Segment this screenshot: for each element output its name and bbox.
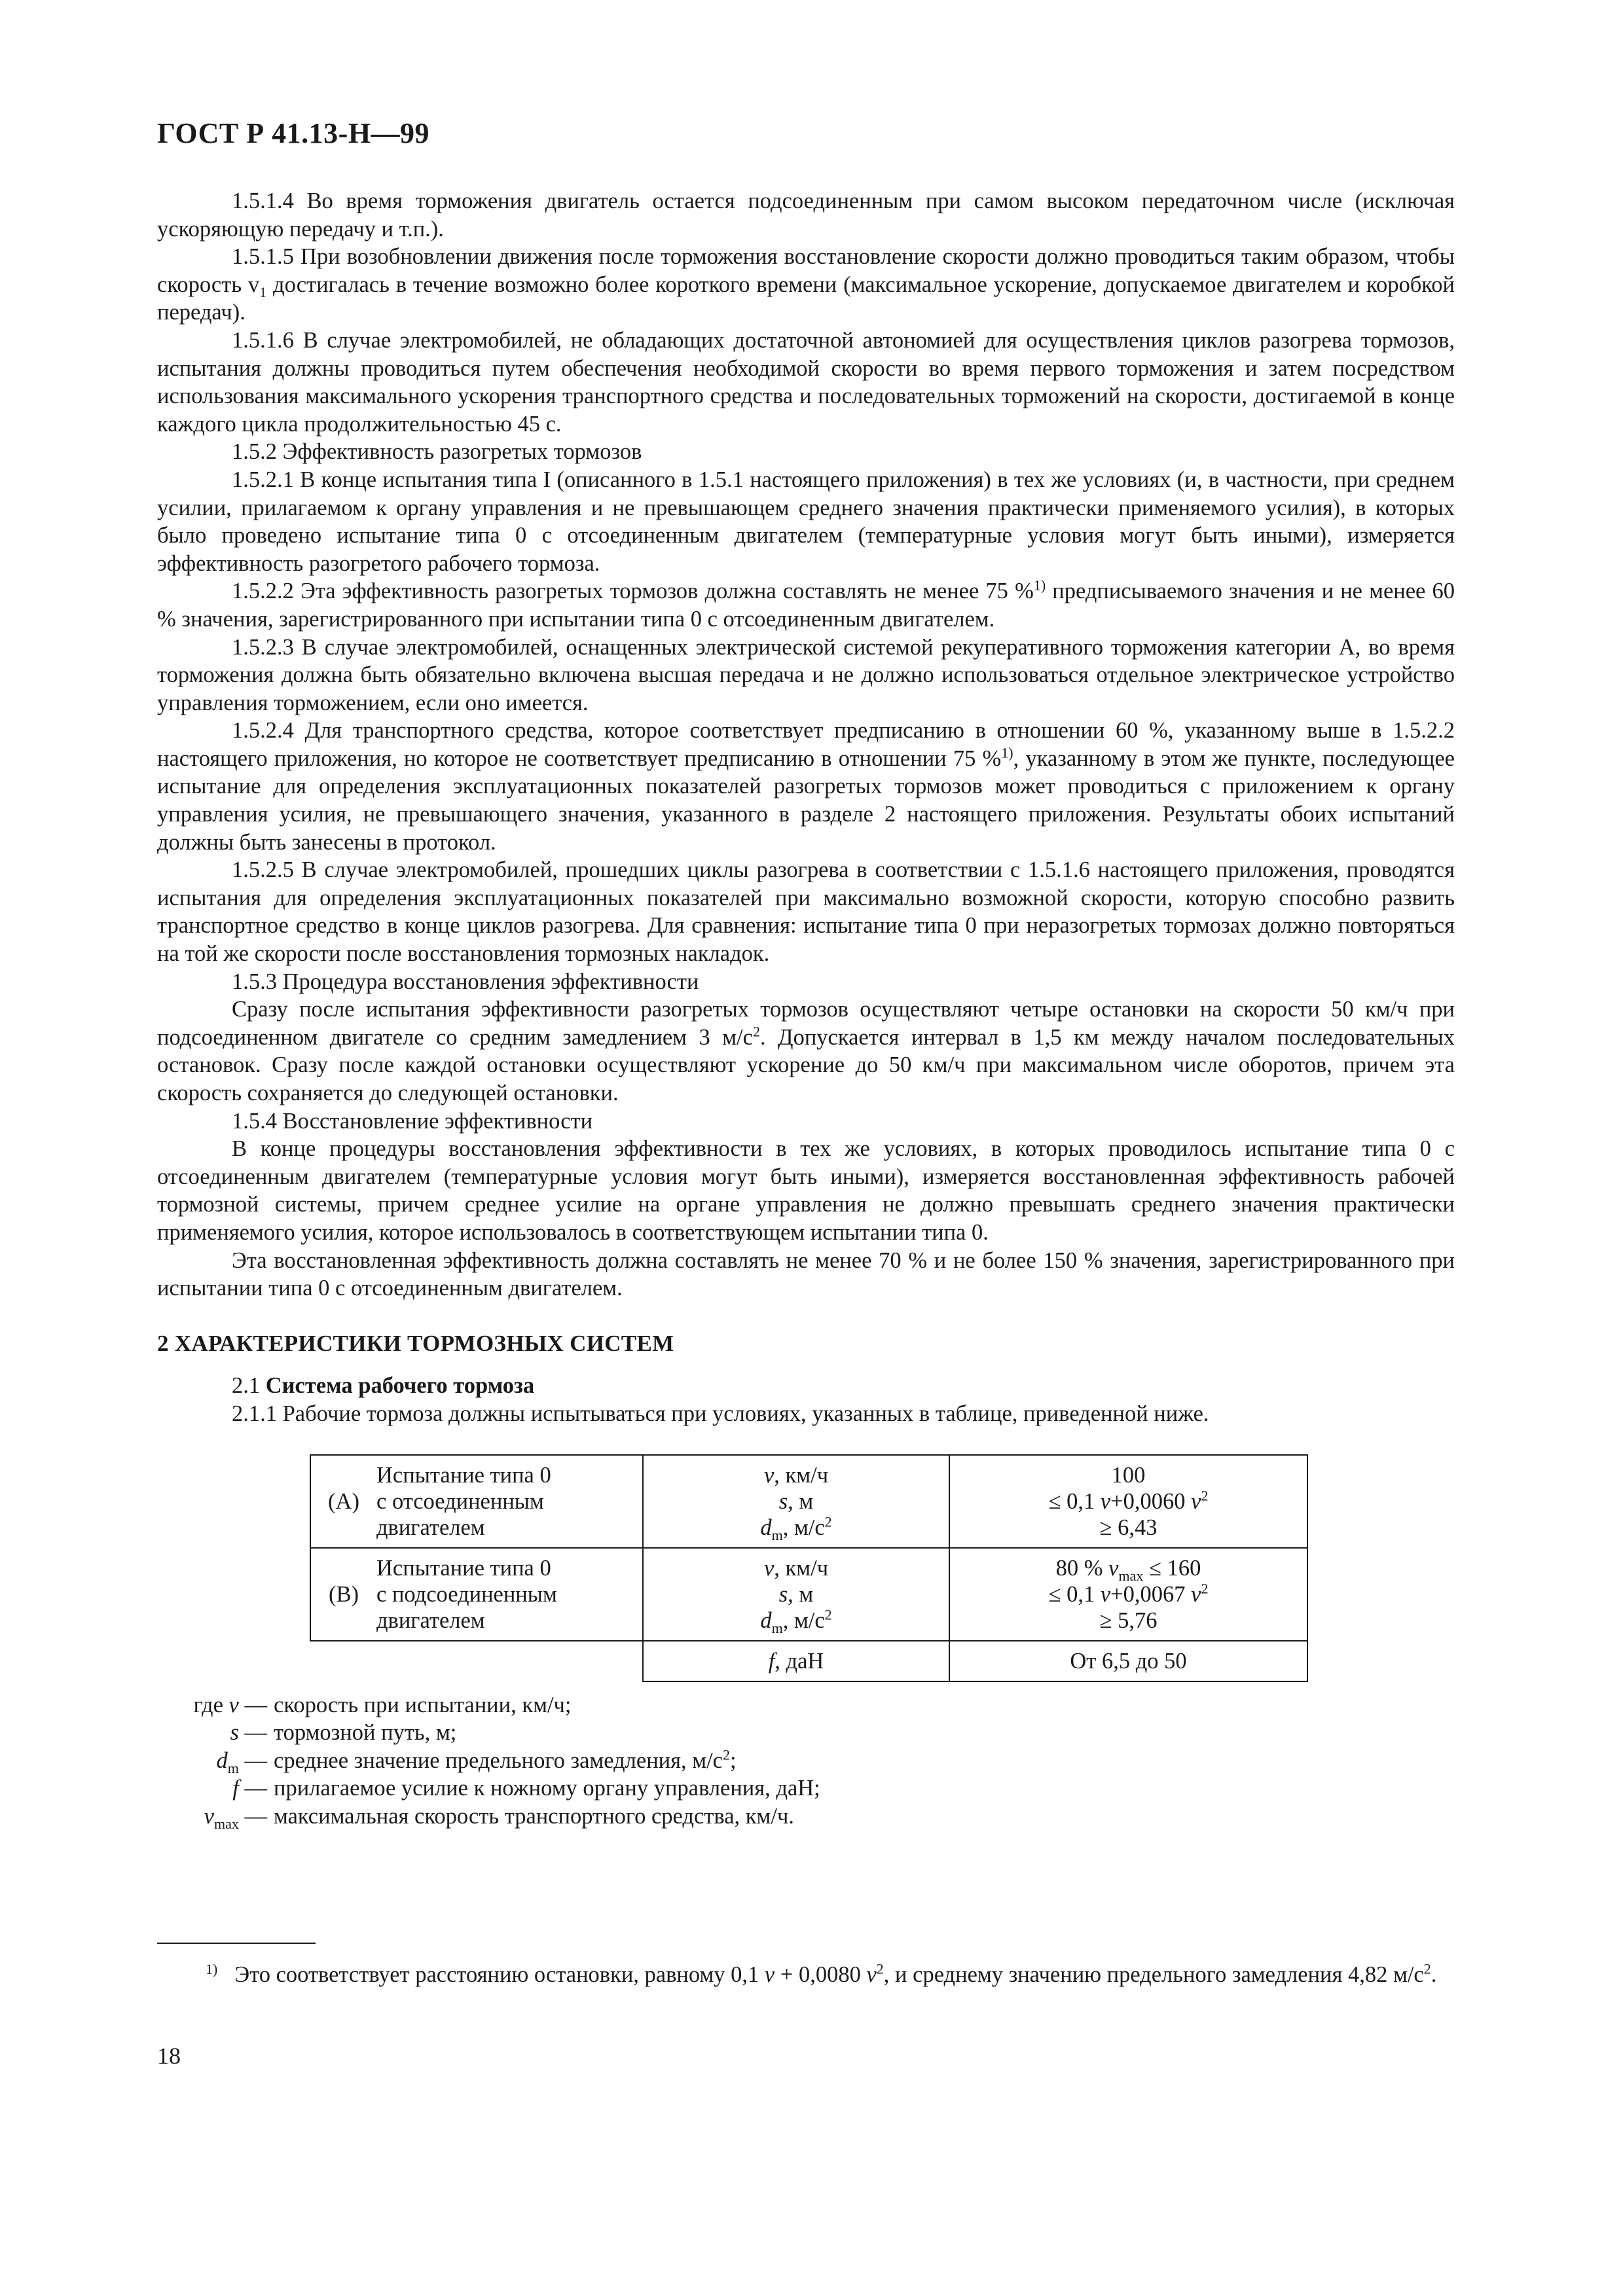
footnote-reference: 1)	[1001, 744, 1013, 761]
paragraph-1-5-4-body-2: Эта восстановленная эффективность должна составлять не менее 70 % и не более 150 % значения, зарегистрированного при испытании типа 0 с отсоединенным двигателем.	[157, 1247, 1455, 1301]
paragraph-1-5-4: 1.5.4 Восстановление эффективности	[232, 1108, 593, 1134]
legend-item: f — прилагаемое усилие к ножному органу управления, даН;	[232, 1776, 820, 1801]
footnote-reference: 1)	[1033, 577, 1046, 594]
parameter-cell: f, даН	[643, 1641, 949, 1681]
paragraph-1-5-2-5: 1.5.2.5 В случае электромобилей, прошедших циклы разогрева в соответствии с 1.5.1.6 настоящего приложения, проводятся испытания для определения эксплуатационных показателей при максимально возможной скорости, которую способно развить транспортное средство в конце циклов разогрева. Для сравнения: испытание типа 0 при неразогретых тормозах должно повторяться на той же скорости после восстановления тормозных накладок.	[157, 857, 1455, 967]
page-number: 18	[157, 2043, 181, 2069]
table-row	[310, 1641, 1307, 1681]
footnote: $^{1)}$ Это соответствует расстоянию остановки, равному 0,1 v + 0,0080 $v^2$, и среднему значению предельного замедления 4,82 $м/с^2$.	[206, 1960, 1437, 1987]
value-cell: От 6,5 до 50	[949, 1641, 1307, 1681]
paragraph-1-5-3: 1.5.3 Процедура восстановления эффективности	[232, 969, 699, 994]
paragraph-1-5-2-3: 1.5.2.3 В случае электромобилей, оснащенных электрической системой рекуперативного торможения категории А, во время торможения должна быть обязательно включена высшая передача и не должно использоваться отдельное электрическое устройство управления торможением, если оно имеется.	[157, 634, 1455, 715]
document-body	[157, 187, 1455, 1831]
paragraph-1-5-2-2: 1.5.2.2 Эта эффективность разогретых тормозов должна составлять не менее 75 %$^{1)}$ предписываемого значения и не менее 60 % значения, зарегистрированного при испытании типа 0 с отсоединенным двигателем.	[157, 577, 1455, 632]
footnote-divider	[157, 1943, 316, 1944]
legend-item: s — тормозной путь, м;	[230, 1720, 457, 1746]
paragraph-2-1: 2.1 Система рабочего тормоза	[232, 1373, 535, 1399]
section-title: 2 ХАРАКТЕРИСТИКИ ТОРМОЗНЫХ СИСТЕМ	[157, 1330, 674, 1356]
paragraph-1-5-2-4: 1.5.2.4 Для транспортного средства, которое соответствует предписанию в отношении 60 %, указанному выше в 1.5.2.2 настоящего приложения, но которое не соответствует предписанию в отношении 75 %$^{1)}$, указанному в этом же пункте, последующее испытание для определения эксплуатационных показателей разогретых тормозов может проводиться с приложением к органу управления усилия, не превышающего значения, указанного в разделе 2 настоящего приложения. Результаты обоих испытаний должны быть занесены в протокол.	[157, 718, 1455, 855]
symbol-legend	[157, 1691, 1455, 1831]
paragraph-1-5-1-5: 1.5.1.5 При возобновлении движения после торможения восстановление скорости должно проводиться таким образом, чтобы скорость $v_1$ достигалась в течение возможно более короткого времени (максимальное ускорение, допускаемое двигателем и коробкой передач).	[157, 244, 1455, 325]
row-description: Испытание типа 0 с подсоединенным двигателем	[376, 1548, 643, 1641]
paragraph-1-5-4-body-1: В конце процедуры восстановления эффективности в тех же условиях, в которых проводилось испытание типа 0 с отсоединенным двигателем (температурные условия могут быть иными), измеряется восстановленная эффективность рабочей тормозной системы, причем среднее усилие на органе управления не должно превышать среднего значения практически применяемого усилия, которое использовалось в соответствующем испытании типа 0.	[157, 1136, 1455, 1245]
paragraph-1-5-2-1: 1.5.2.1 В конце испытания типа I (описанного в 1.5.1 настоящего приложения) в тех же условиях (и, в частности, при среднем усилии, прилагаемом к органу управления и не превышающем среднего значения практически применяемого усилия), в которых было проведено испытание типа 0 с отсоединенным двигателем (температурные условия могут быть иными), измеряется эффективность разогретого рабочего тормоза.	[157, 467, 1455, 576]
paragraph-1-5-2: 1.5.2 Эффективность разогретых тормозов	[232, 439, 642, 465]
parameter-cell: v, км/ч s, м $d_m$, $м/с^2$	[643, 1455, 949, 1548]
paragraph-2-1-1: 2.1.1 Рабочие тормоза должны испытываться при условиях, указанных в таблице, приведенной ниже.	[232, 1401, 1209, 1426]
row-label: (В)	[310, 1548, 376, 1641]
document-header: ГОСТ Р 41.13-Н—99	[157, 117, 430, 149]
parameter-cell: v, км/ч s, м $d_m$, $м/с^2$	[643, 1548, 949, 1641]
row-description: Испытание типа 0 с отсоединенным двигателем	[376, 1455, 643, 1548]
legend-item: где v — скорость при испытании, км/ч;	[193, 1692, 572, 1717]
sub-heading: Система рабочего тормоза	[265, 1373, 535, 1399]
legend-item: $v_{max}$ — максимальная скорость транспортного средства, км/ч.	[204, 1803, 794, 1832]
legend-item: $d_m$ — среднее значение предельного замедления, $м/с^2$;	[216, 1746, 737, 1776]
test-conditions-table	[310, 1454, 1308, 1682]
paragraph-1-5-3-body: Сразу после испытания эффективности разогретых тормозов осуществляют четыре остановки на скорости 50 км/ч при подсоединенном двигателе со средним замедлением 3 $м/с^2$. Допускается интервал в 1,5 км между началом последовательных остановок. Сразу после каждой остановки осуществляют ускорение до 50 км/ч при максимальном числе оборотов, причем эта скорость сохраняется до следующей остановки.	[157, 997, 1455, 1105]
value-cell: 100 ≤ 0,1 v+0,0060 $v^2$ ≥ 6,43	[949, 1455, 1307, 1548]
paragraph-1-5-1-6: 1.5.1.6 В случае электромобилей, не обладающих достаточной автономией для осуществления циклов разогрева тормозов, испытания должны проводиться путем обеспечения необходимой скорости во время первого торможения и затем посредством использования максимального ускорения транспортного средства и последовательных торможений на скорости, достигаемой в конце каждого цикла продолжительностью 45 с.	[157, 327, 1455, 437]
table-row	[310, 1548, 1307, 1641]
paragraph-1-5-1-4: 1.5.1.4 Во время торможения двигатель остается подсоединенным при самом высоком передаточном числе (исключая ускоряющую передачу и т.п.).	[157, 188, 1455, 242]
row-label: (А)	[310, 1455, 376, 1548]
value-cell: 80 % $v_{max} \le 160$ ≤ 0,1 v+0,0067 $v^2$ ≥ 5,76	[949, 1548, 1307, 1641]
table-row	[310, 1455, 1307, 1548]
